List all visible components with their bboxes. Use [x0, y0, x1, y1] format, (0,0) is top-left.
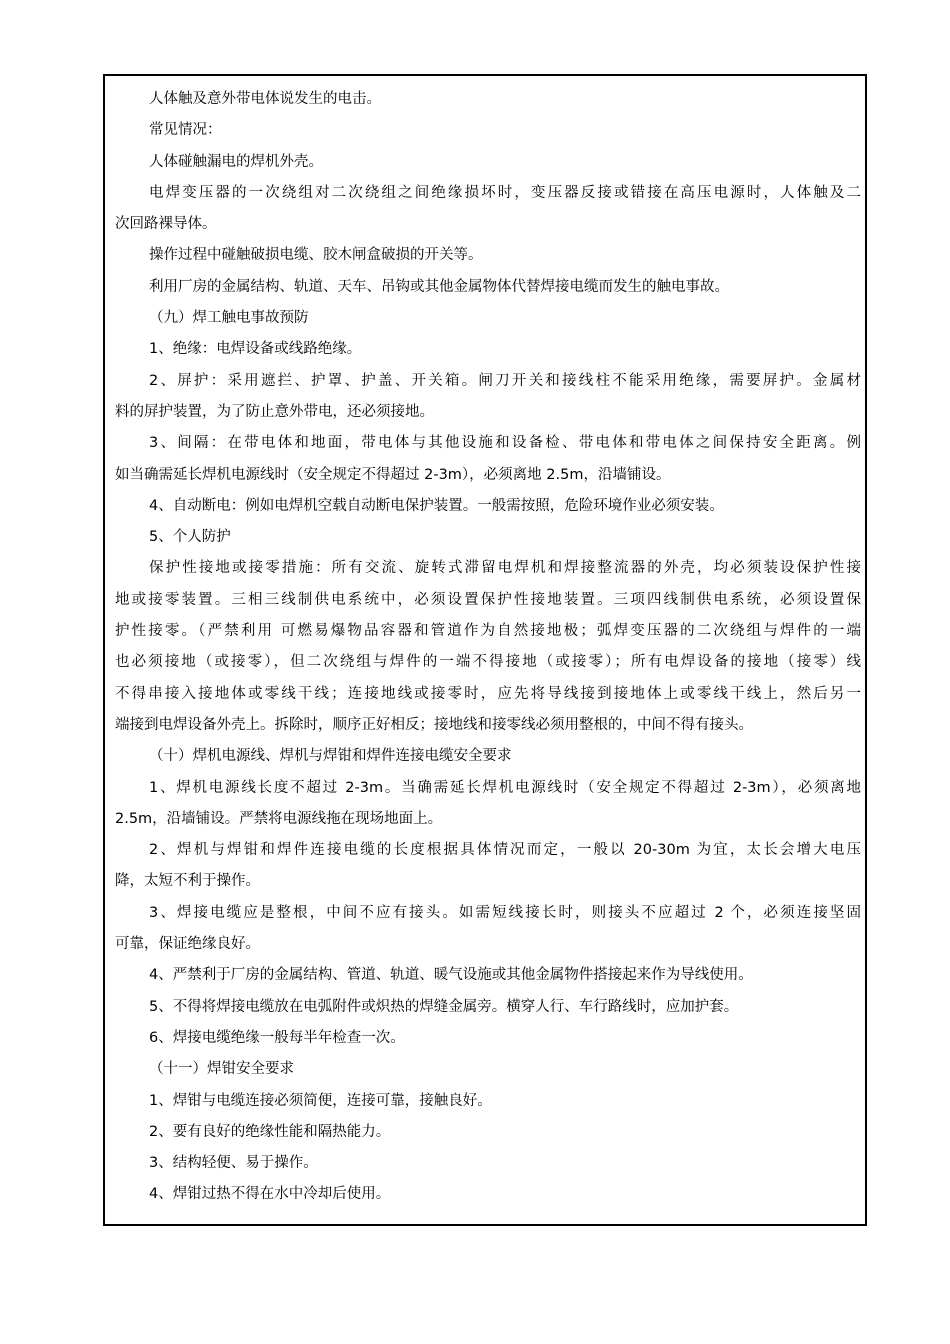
paragraph-line: 1、焊钳与电缆连接必须简便，连接可靠，接触良好。	[149, 1092, 492, 1109]
section-heading: （十）焊机电源线、焊机与焊钳和焊件连接电缆安全要求	[149, 748, 512, 765]
paragraph-line: 2.5m，沿墙铺设。严禁将电源线拖在现场地面上。	[115, 810, 443, 827]
paragraph-line: 常见情况：	[149, 122, 222, 139]
paragraph-line: 4、自动断电：例如电焊机空载自动断电保护装置。一般需按照，危险环境作业必须安装。	[149, 497, 724, 514]
paragraph-line: 3、结构轻便、易于操作。	[149, 1155, 318, 1172]
paragraph-line: 不得串接入接地体或零线干线；连接地线或接零时，应先将导线接到接地体上或零线干线上，然后另一	[115, 685, 861, 702]
paragraph-line: 3、间隔：在带电体和地面，带电体与其他设施和设备检、带电体和带电体之间保持安全距离。例	[149, 435, 861, 452]
paragraph-line: 如当确需延长焊机电源线时（安全规定不得超过 2-3m），必须离地 2.5m，沿墙铺设。	[115, 466, 671, 483]
paragraph-line: 1、焊机电源线长度不超过 2-3m。当确需延长焊机电源线时（安全规定不得超过 2-3m），必须离地	[149, 779, 861, 796]
paragraph-line: 6、焊接电缆绝缘一般每半年检查一次。	[149, 1029, 405, 1046]
paragraph-line: 1、绝缘：电焊设备或线路绝缘。	[149, 341, 362, 358]
section-heading: （九）焊工触电事故预防	[149, 310, 309, 327]
paragraph-line: 人体触及意外带电体说发生的电击。	[149, 91, 381, 107]
paragraph-line: 人体碰触漏电的焊机外壳。	[149, 153, 323, 170]
paragraph-line: 4、严禁利于厂房的金属结构、管道、轨道、暖气设施或其他金属物件搭接起来作为导线使用。	[149, 967, 753, 984]
paragraph-line: 可靠，保证绝缘良好。	[115, 936, 260, 953]
paragraph-line: 料的屏护装置，为了防止意外带电，还必须接地。	[115, 403, 434, 420]
document-frame	[103, 74, 867, 1226]
paragraph-line: 2、焊机与焊钳和焊件连接电缆的长度根据具体情况而定，一般以 20-30m 为宜，太长会增大电压	[149, 842, 861, 859]
paragraph-line: 2、要有良好的绝缘性能和隔热能力。	[149, 1123, 391, 1140]
paragraph-line: 3、焊接电缆应是整根，中间不应有接头。如需短线接长时，则接头不应超过 2 个，必须连接坚固	[149, 904, 861, 921]
paragraph-line: 5、不得将焊接电缆放在电弧附件或炽热的焊缝金属旁。横穿人行、车行路线时，应加护套。	[149, 998, 739, 1015]
document-body	[115, 84, 861, 1211]
paragraph-line: 护性接零。（严禁利用 可燃易爆物品容器和管道作为自然接地极；弧焊变压器的二次绕组与焊件的一端	[115, 623, 861, 640]
paragraph-line: 也必须接地（或接零），但二次绕组与焊件的一端不得接地（或接零）；所有电焊设备的接地（接零）线	[115, 654, 861, 671]
paragraph-line: 2、屏护：采用遮拦、护罩、护盖、开关箱。闸刀开关和接线柱不能采用绝缘，需要屏护。金属材	[149, 372, 861, 389]
paragraph-line: 电焊变压器的一次绕组对二次绕组之间绝缘损坏时，变压器反接或错接在高压电源时，人体触及二	[149, 184, 861, 201]
section-heading: （十一）焊钳安全要求	[149, 1061, 294, 1078]
paragraph-line: 4、焊钳过热不得在水中冷却后使用。	[149, 1186, 391, 1203]
paragraph-line: 降，太短不利于操作。	[115, 873, 260, 890]
paragraph-line: 次回路裸导体。	[115, 216, 217, 233]
paragraph-line: 利用厂房的金属结构、轨道、天车、吊钩或其他金属物体代替焊接电缆而发生的触电事故。	[149, 278, 729, 295]
paragraph-line: 地或接零装置。三相三线制供电系统中，必须设置保护性接地装置。三项四线制供电系统，必须设置保	[115, 591, 861, 608]
paragraph-line: 5、个人防护	[149, 529, 231, 546]
paragraph-line: 操作过程中碰触破损电缆、胶木闸盒破损的开关等。	[149, 247, 483, 264]
paragraph-line: 保护性接地或接零措施：所有交流、旋转式滞留电焊机和焊接整流器的外壳，均必须装设保护性接	[149, 560, 861, 577]
paragraph-line: 端接到电焊设备外壳上。拆除时，顺序正好相反；接地线和接零线必须用整根的，中间不得有接头。	[115, 716, 753, 733]
